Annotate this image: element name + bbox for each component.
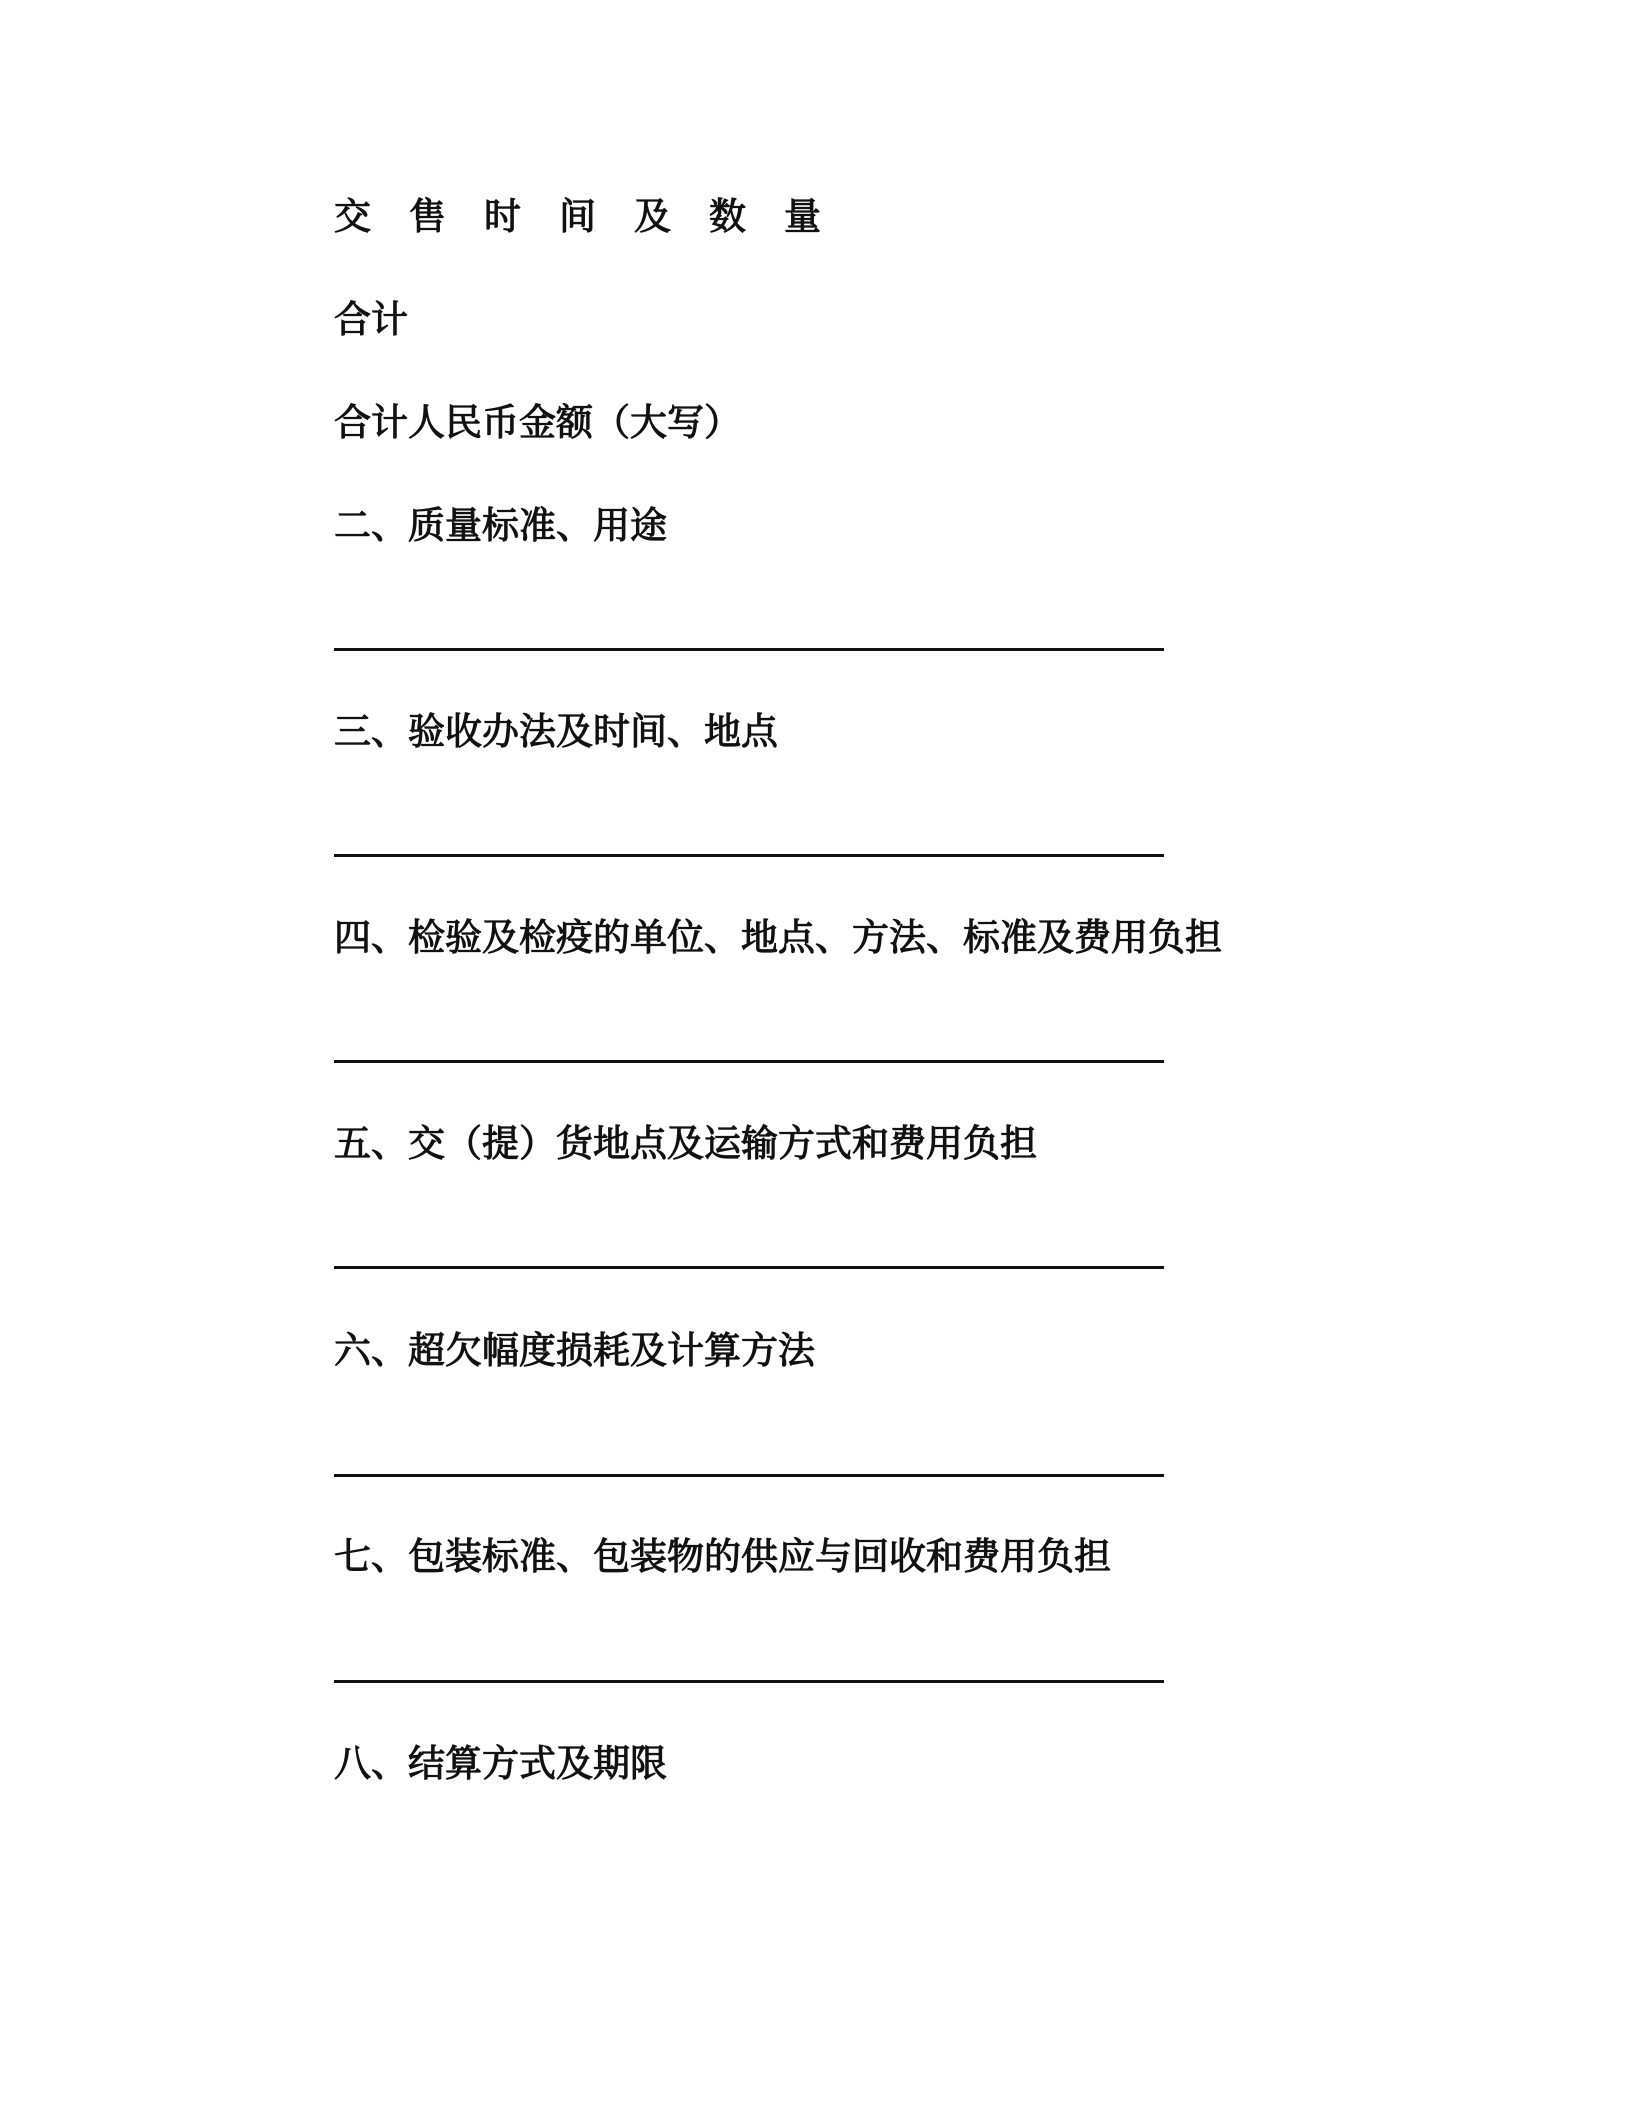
fill-in-blank-line [334,1680,1164,1683]
fill-in-blank-line [334,1266,1164,1269]
section-inspection-quarantine: 四、检验及检疫的单位、地点、方法、标准及费用负担 [334,916,1222,959]
total-rmb-amount-label: 合计人民币金额（大写） [334,401,741,444]
fill-in-blank-line [334,1474,1164,1477]
section-overage-loss-calculation: 六、超欠幅度损耗及计算方法 [334,1329,815,1372]
section-packaging-standard: 七、包装标准、包装物的供应与回收和费用负担 [334,1535,1111,1578]
fill-in-blank-line [334,1060,1164,1063]
section-delivery-location-transport: 五、交（提）货地点及运输方式和费用负担 [334,1122,1037,1165]
delivery-time-quantity-heading: 交售时间及数量 [334,195,859,238]
section-acceptance-method: 三、验收办法及时间、地点 [334,710,778,753]
fill-in-blank-line [334,854,1164,857]
section-quality-standard: 二、质量标准、用途 [334,504,667,547]
total-label: 合计 [334,298,408,341]
fill-in-blank-line [334,648,1164,651]
section-settlement-method: 八、结算方式及期限 [334,1742,667,1785]
